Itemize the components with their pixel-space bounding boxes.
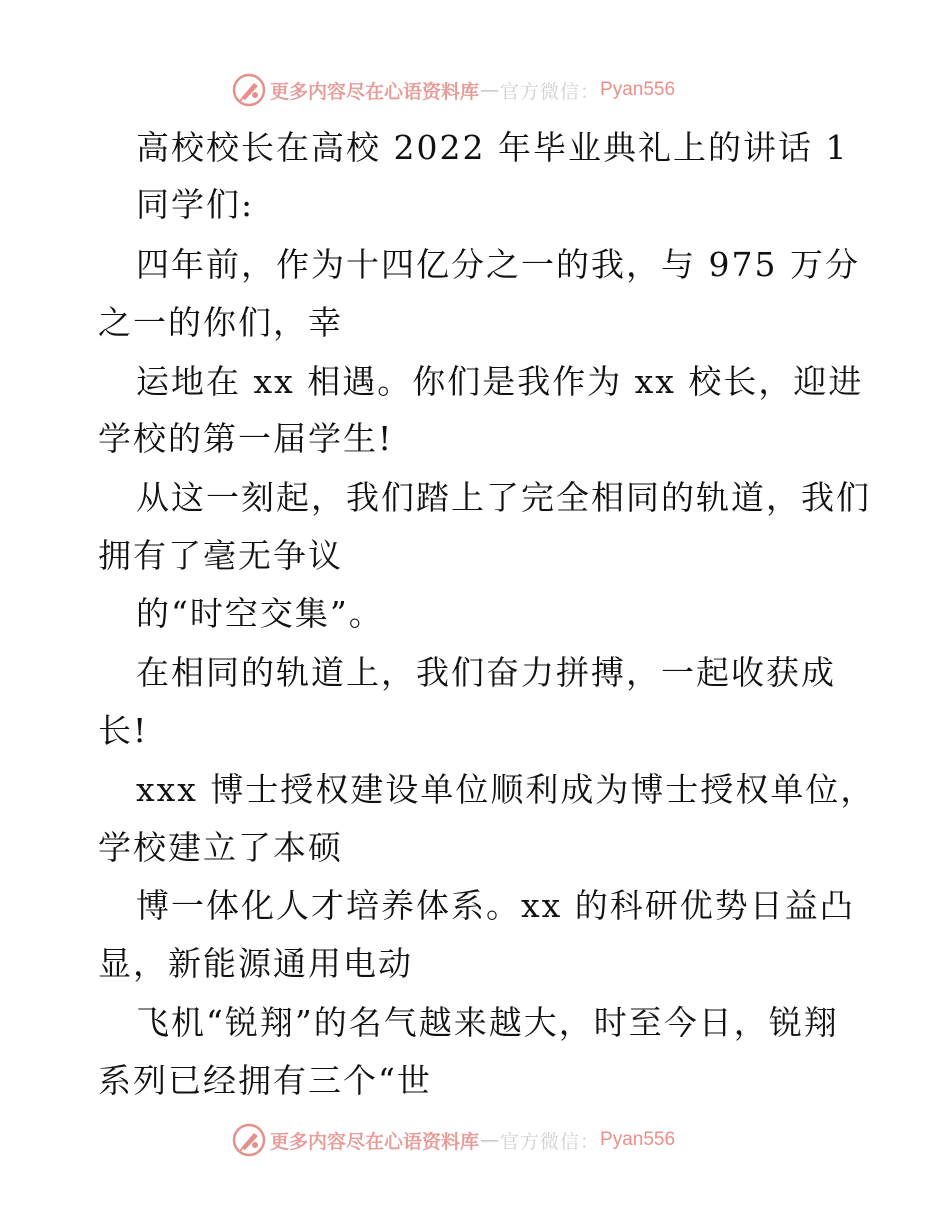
watermark-id: Pyan556 bbox=[600, 79, 676, 100]
watermark-header bbox=[232, 70, 675, 110]
text-line: 系列已经拥有三个“世 bbox=[98, 1061, 432, 1100]
watermark-official: 官方微信： bbox=[500, 80, 601, 103]
watermark-dash: — bbox=[480, 1129, 500, 1151]
text-line: 拥有了毫无争议 bbox=[98, 536, 343, 575]
document-title: 高校校长在高校 2022 年毕业典礼上的讲话 1 bbox=[136, 128, 849, 167]
watermark-id: Pyan556 bbox=[600, 1129, 676, 1150]
watermark-official: 官方微信： bbox=[500, 1130, 601, 1153]
pen-logo-icon bbox=[232, 73, 266, 107]
text-line: 博一体化人才培养体系。xx 的科研优势日益凸 bbox=[136, 886, 855, 925]
text-line: 长! bbox=[98, 711, 149, 750]
text-line: xxx 博士授权建设单位顺利成为博士授权单位， bbox=[136, 770, 876, 809]
pen-logo-icon bbox=[232, 1123, 266, 1157]
text-line: 学校建立了本硕 bbox=[98, 828, 343, 867]
text-line: 的“时空交集”。 bbox=[136, 594, 384, 633]
text-line: 在相同的轨道上，我们奋力拼搏，一起收获成 bbox=[136, 653, 836, 692]
text-line: 显，新能源通用电动 bbox=[98, 944, 413, 983]
watermark-dash: — bbox=[480, 79, 500, 101]
text-line: 飞机“锐翔”的名气越来越大，时至今日，锐翔 bbox=[136, 1003, 839, 1042]
text-line: 运地在 xx 相遇。你们是我作为 xx 校长，迎进 bbox=[136, 362, 864, 401]
watermark-text: 更多内容尽在心语资料库 bbox=[270, 1130, 480, 1153]
salutation: 同学们: bbox=[136, 185, 255, 224]
watermark-footer bbox=[232, 1120, 675, 1160]
text-line: 四年前，作为十四亿分之一的我，与 975 万分 bbox=[136, 245, 860, 284]
text-line: 从这一刻起，我们踏上了完全相同的轨道，我们 bbox=[136, 478, 871, 517]
text-line: 之一的你们，幸 bbox=[98, 303, 343, 342]
text-line: 学校的第一届学生! bbox=[98, 419, 394, 458]
watermark-text: 更多内容尽在心语资料库 bbox=[270, 80, 480, 103]
